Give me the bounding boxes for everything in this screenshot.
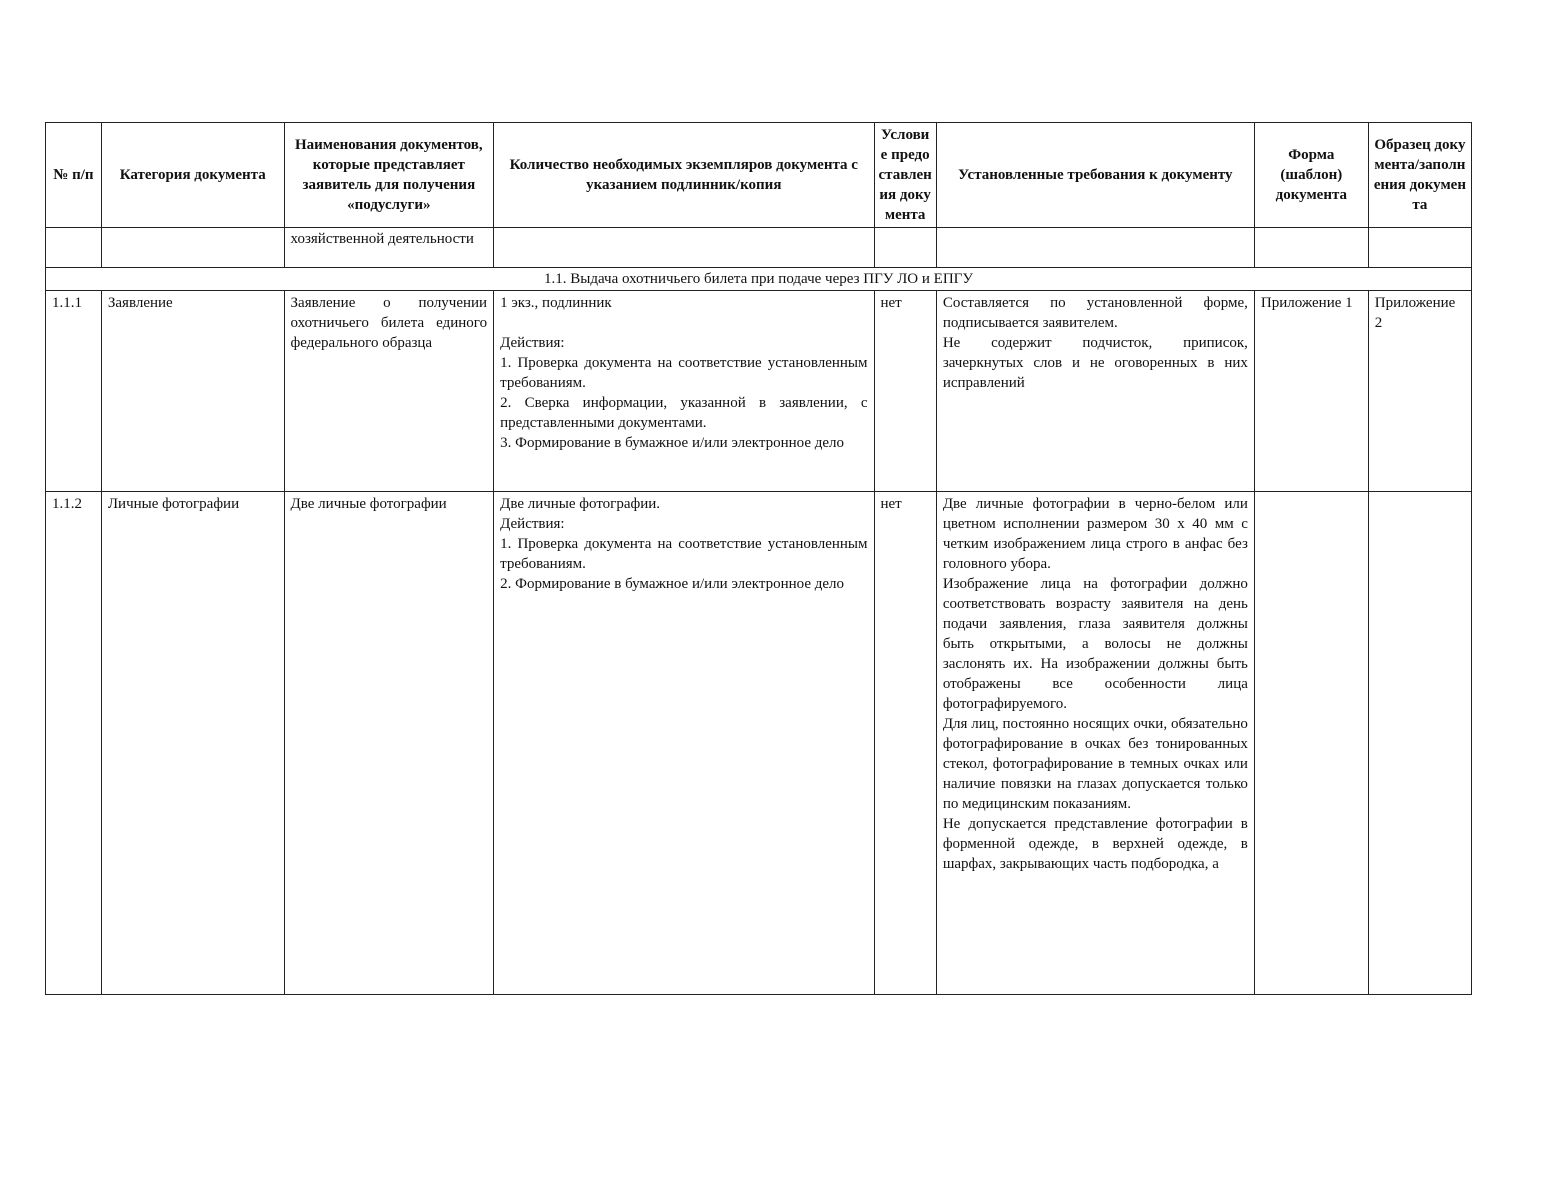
requirement-paragraph: Не содержит подчисток, приписок, зачеркнутых слов и не оговоренных в них исправлений [942, 335, 1248, 391]
action-item: 1. Проверка документа на соответствие установленным требованиям. [500, 536, 868, 572]
requirement-paragraph: Для лиц, постоянно носящих очки, обязательно фотографирование в очках без тонированных стекол, фотографирование в темных очках или наличие повязки на глазах допускается только по медицинским показаниям. [942, 716, 1248, 812]
row-quantity [494, 291, 874, 492]
header-num: № п/п [46, 123, 102, 228]
header-requirements: Установленные требования к документу [936, 123, 1254, 228]
actions-label: Действия: [500, 335, 565, 351]
table-row [46, 492, 1472, 995]
table-row-continuation [46, 228, 1472, 268]
row-num: 1.1.2 [46, 492, 102, 995]
quantity-intro: Две личные фотографии. [500, 496, 661, 512]
row-form [1254, 492, 1368, 995]
row-num: 1.1.1 [46, 291, 102, 492]
table-row [46, 291, 1472, 492]
row-condition: нет [874, 492, 936, 995]
requirement-paragraph: Изображение лица на фотографии должно соответствовать возрасту заявителя на день подачи заявления, глаза заявителя должны быть открытыми, а волосы не должны заслонять их. На изображении должны быть отображены все особенности лица фотографируемого. [942, 576, 1248, 712]
row-category: Личные фотографии [101, 492, 284, 995]
row-category: Заявление [101, 291, 284, 492]
row-form: Приложение 1 [1254, 291, 1368, 492]
row-doc-name: Две личные фотографии [284, 492, 494, 995]
row-requirements [936, 291, 1254, 492]
action-item: 3. Формирование в бумажное и/или электронное дело [500, 435, 845, 451]
row-quantity [494, 492, 874, 995]
header-form: Форма (шаблон) документа [1254, 123, 1368, 228]
action-item: 2. Сверка информации, указанной в заявлении, с представленными документами. [500, 395, 868, 431]
actions-label: Действия: [500, 516, 565, 532]
table-header-row [46, 123, 1472, 228]
documents-table [45, 122, 1472, 995]
header-condition: Условие предоставления документа [874, 123, 936, 228]
row-sample [1368, 492, 1471, 995]
requirement-paragraph: Составляется по установленной форме, подписывается заявителем. [942, 295, 1248, 331]
continuation-cell: хозяйственной деятельности [284, 228, 494, 268]
header-name: Наименования документов, которые представляет заявитель для получения «подуслуги» [284, 123, 494, 228]
action-item: 2. Формирование в бумажное и/или электронное дело [500, 576, 845, 592]
row-doc-name: Заявление о получении охотничьего билета единого федерального образца [284, 291, 494, 492]
header-sample: Образец документа/заполнения документа [1368, 123, 1471, 228]
header-quantity: Количество необходимых экземпляров документа с указанием подлинник/копия [494, 123, 874, 228]
header-category: Категория документа [101, 123, 284, 228]
section-title: 1.1. Выдача охотничьего билета при подаче через ПГУ ЛО и ЕПГУ [46, 268, 1472, 291]
row-condition: нет [874, 291, 936, 492]
requirement-paragraph: Не допускается представление фотографии в форменной одежде, в верхней одежде, в шарфах, закрывающих часть подбородка, а [942, 816, 1248, 872]
action-item: 1. Проверка документа на соответствие установленным требованиям. [500, 355, 868, 391]
requirement-paragraph: Две личные фотографии в черно-белом или цветном исполнении размером 30 х 40 мм с четким изображением лица строго в анфас без головного убора. [942, 496, 1248, 572]
quantity-intro: 1 экз., подлинник [500, 295, 612, 311]
row-requirements [936, 492, 1254, 995]
section-row [46, 268, 1472, 291]
row-sample: Приложение 2 [1368, 291, 1471, 492]
